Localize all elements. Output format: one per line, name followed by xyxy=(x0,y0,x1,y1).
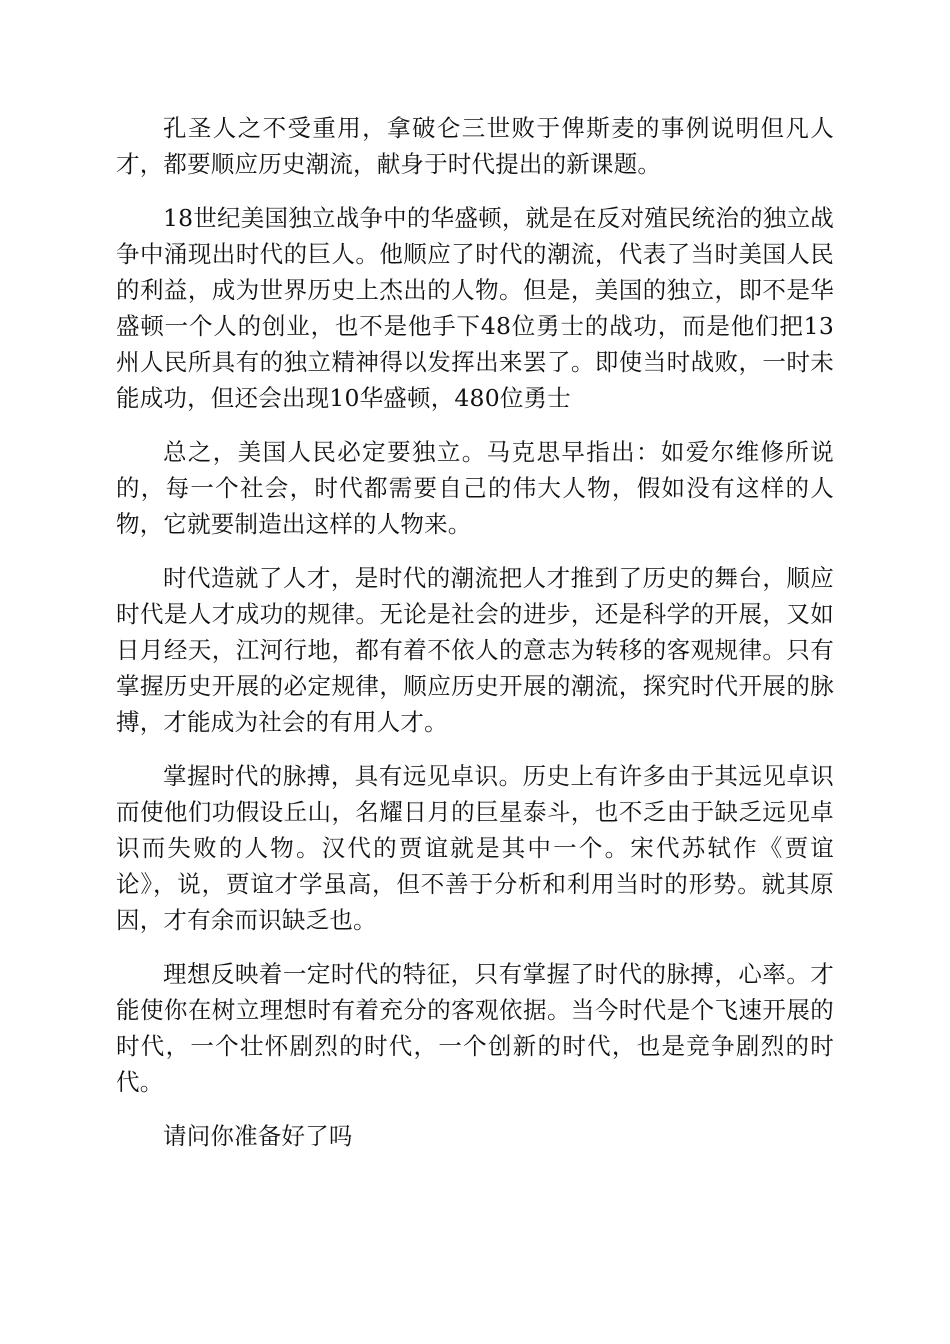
document-body xyxy=(116,110,834,1154)
paragraph-7: 请问你准备好了吗 xyxy=(163,1122,353,1150)
paragraph-5: 掌握时代的脉搏，具有远见卓识。历史上有许多由于其远见卓识而使他们功假设丘山，名耀日月的巨星泰斗，也不乏由于缺乏远见卓识而失败的人物。汉代的贾谊就是其中一个。宋代苏轼作《贾谊论》，说，贾谊才学虽高，但不善于分析和利用当时的形势。就其原因，才有余而识缺乏也。 xyxy=(116,762,834,934)
paragraph-2: 18世纪美国独立战争中的华盛顿，就是在反对殖民统治的独立战争中涌现出时代的巨人。他顺应了时代的潮流，代表了当时美国人民的利益，成为世界历史上杰出的人物。但是，美国的独立，即不是华盛顿一个人的创业，也不是他手下48位勇士的战功，而是他们把13州人民所具有的独立精神得以发挥出来罢了。即使当时战败，一时未能成功，但还会出现10华盛顿，480位勇士 xyxy=(116,204,834,412)
paragraph-3: 总之，美国人民必定要独立。马克思早指出：如爱尔维修所说的，每一个社会，时代都需要自己的伟大人物，假如没有这样的人物，它就要制造出这样的人物来。 xyxy=(116,438,834,538)
paragraph-1: 孔圣人之不受重用，拿破仑三世败于俾斯麦的事例说明但凡人才，都要顺应历史潮流，献身于时代提出的新课题。 xyxy=(116,114,834,178)
paragraph-6: 理想反映着一定时代的特征，只有掌握了时代的脉搏，心率。才能使你在树立理想时有着充分的客观依据。当今时代是个飞速开展的时代，一个壮怀剧烈的时代，一个创新的时代，也是竞争剧烈的时代。 xyxy=(116,960,834,1096)
paragraph-4: 时代造就了人才，是时代的潮流把人才推到了历史的舞台，顺应时代是人才成功的规律。无论是社会的进步，还是科学的开展，又如日月经天，江河行地，都有着不依人的意志为转移的客观规律。只有掌握历史开展的必定规律，顺应历史开展的潮流，探究时代开展的脉搏，才能成为社会的有用人才。 xyxy=(116,564,834,736)
